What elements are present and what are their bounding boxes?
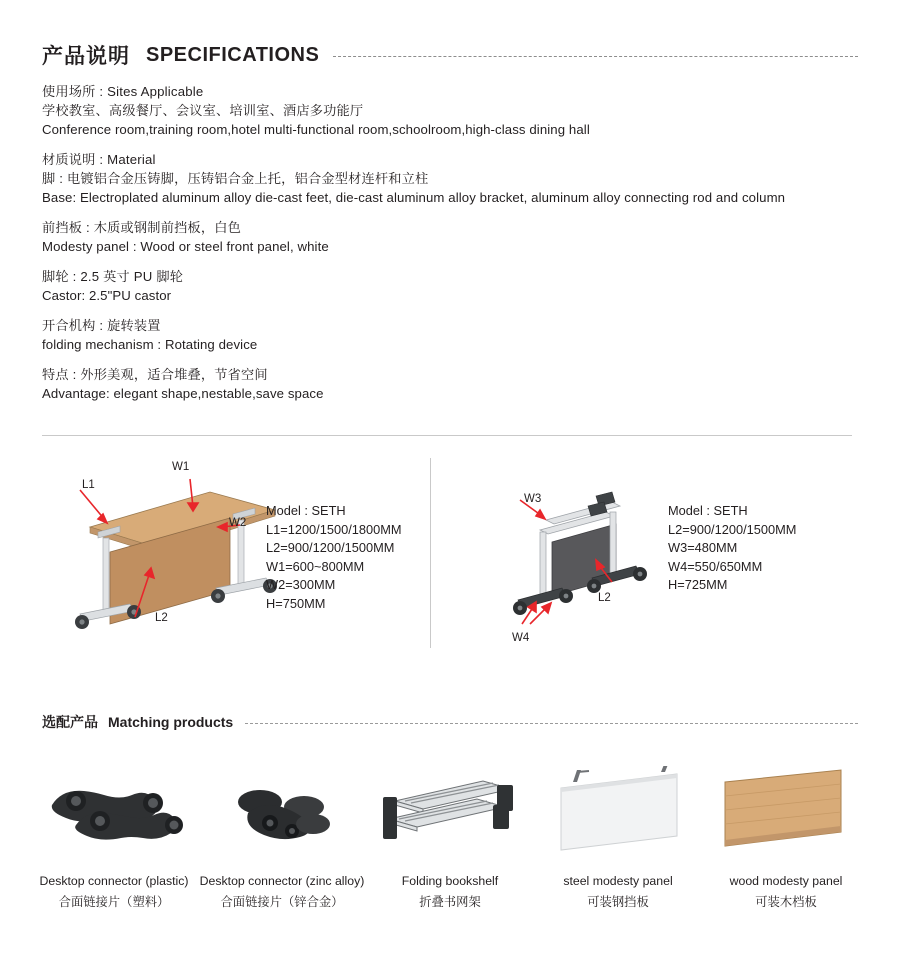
folding-bookshelf-icon: [375, 767, 525, 857]
header-divider: [333, 56, 858, 58]
spec-item: W2=300MM: [266, 577, 336, 592]
steel-modesty-panel-icon: [543, 766, 693, 858]
matching-products-list: [30, 762, 870, 910]
callout-L1: L1: [82, 479, 95, 491]
spec-item: L1=1200/1500/1800MM: [266, 521, 402, 537]
specifications-body: [42, 82, 882, 414]
product-thumbnail: [198, 762, 366, 862]
product-thumbnail: [702, 762, 870, 862]
spec-item: Model : SETH: [266, 503, 346, 518]
spec-line: Castor: 2.5"PU castor: [42, 288, 172, 303]
callout-W3: W3: [524, 493, 542, 505]
spec-line: Modesty panel : Wood or steel front panel, white: [42, 239, 329, 254]
spec-block-modesty-panel: [42, 218, 882, 256]
spec-line: 脚 : 电镀铝合金压铸脚，压铸铝合金上托，铝合金型材连杆和立柱: [42, 171, 429, 186]
spec-block-material: [42, 150, 882, 207]
spec-line: Base: Electroplated aluminum alloy die-cast feet, die-cast aluminum alloy bracket, aluminum alloy connecting rod and column: [42, 190, 786, 205]
spec-line: Advantage: elegant shape,nestable,save space: [42, 386, 324, 401]
product-label-en: steel modesty panel: [563, 874, 673, 888]
spec-block-castor: [42, 267, 882, 305]
spec-item: W4=550/650MM: [668, 558, 763, 574]
spec-line: 材质说明 : Material: [42, 152, 156, 167]
spec-item: Model : SETH: [668, 503, 748, 518]
product-label-cn: 可装钢挡板: [587, 895, 649, 909]
spec-item: L2=900/1200/1500MM: [266, 540, 395, 555]
page-title-cn: 产品说明: [42, 45, 130, 68]
callout-W2: W2: [229, 517, 247, 529]
spec-line: 前挡板 : 木质或钢制前挡板，白色: [42, 220, 242, 235]
callout-L2-left: L2: [155, 612, 168, 624]
product-item-desktop-connector-plastic[interactable]: [30, 762, 198, 910]
section-divider: [42, 435, 852, 436]
product-item-folding-bookshelf[interactable]: [366, 762, 534, 910]
product-label-cn: 合面链接片（塑料）: [58, 895, 170, 909]
spec-item: H=750MM: [266, 595, 326, 611]
technical-drawings: [0, 452, 900, 672]
right-specs-list: [668, 502, 796, 595]
spec-item: H=725MM: [668, 577, 728, 592]
product-thumbnail: [30, 762, 198, 862]
spec-item: W1=600~800MM: [266, 558, 365, 574]
desktop-connector-zinc-icon: [212, 767, 352, 857]
spec-line: 开合机构 : 旋转装置: [42, 318, 161, 333]
drawings-vertical-divider: [430, 458, 431, 648]
spec-block-sites: [42, 82, 882, 139]
matching-title-cn: 选配产品: [42, 714, 98, 730]
spec-line: 学校教室、高级餐厅、会议室、培训室、酒店多功能厅: [42, 103, 364, 118]
product-thumbnail: [534, 762, 702, 862]
callout-L2-right: L2: [598, 592, 611, 604]
desktop-connector-plastic-icon: [34, 767, 194, 857]
spec-line: folding mechanism : Rotating device: [42, 337, 258, 352]
page-title-en: SPECIFICATIONS: [146, 43, 320, 66]
product-item-steel-modesty-panel[interactable]: [534, 762, 702, 910]
spec-line: 脚轮 : 2.5 英寸 PU 脚轮: [42, 269, 184, 284]
product-thumbnail: [366, 762, 534, 862]
spec-item: W3=480MM: [668, 540, 738, 555]
callout-W4: W4: [512, 632, 530, 644]
wood-modesty-panel-icon: [711, 766, 861, 858]
product-label-en: wood modesty panel: [729, 874, 843, 888]
product-label-cn: 合面链接片（锌合金）: [220, 895, 344, 909]
product-item-desktop-connector-zinc[interactable]: [198, 762, 366, 910]
product-item-wood-modesty-panel[interactable]: [702, 762, 870, 910]
product-label-en: Desktop connector (zinc alloy): [199, 874, 365, 888]
callout-W1: W1: [172, 461, 190, 473]
spec-line: 使用场所 : Sites Applicable: [42, 84, 204, 99]
matching-divider: [245, 723, 858, 725]
product-label-cn: 可装木档板: [755, 895, 817, 909]
product-label-cn: 折叠书网架: [419, 895, 481, 909]
left-specs-list: [266, 502, 402, 613]
spec-block-advantage: [42, 365, 882, 403]
specifications-header: [42, 38, 858, 72]
spec-item: L2=900/1200/1500MM: [668, 521, 797, 537]
spec-line: Conference room,training room,hotel multi-functional room,schoolroom,high-class dining hall: [42, 122, 590, 137]
product-label-en: Folding bookshelf: [401, 874, 499, 888]
matching-products-header: [42, 712, 858, 732]
matching-title-en: Matching products: [108, 714, 234, 730]
product-label-en: Desktop connector (plastic): [39, 874, 189, 888]
spec-block-folding-mechanism: [42, 316, 882, 354]
spec-line: 特点 : 外形美观，适合堆叠，节省空间: [42, 367, 268, 382]
